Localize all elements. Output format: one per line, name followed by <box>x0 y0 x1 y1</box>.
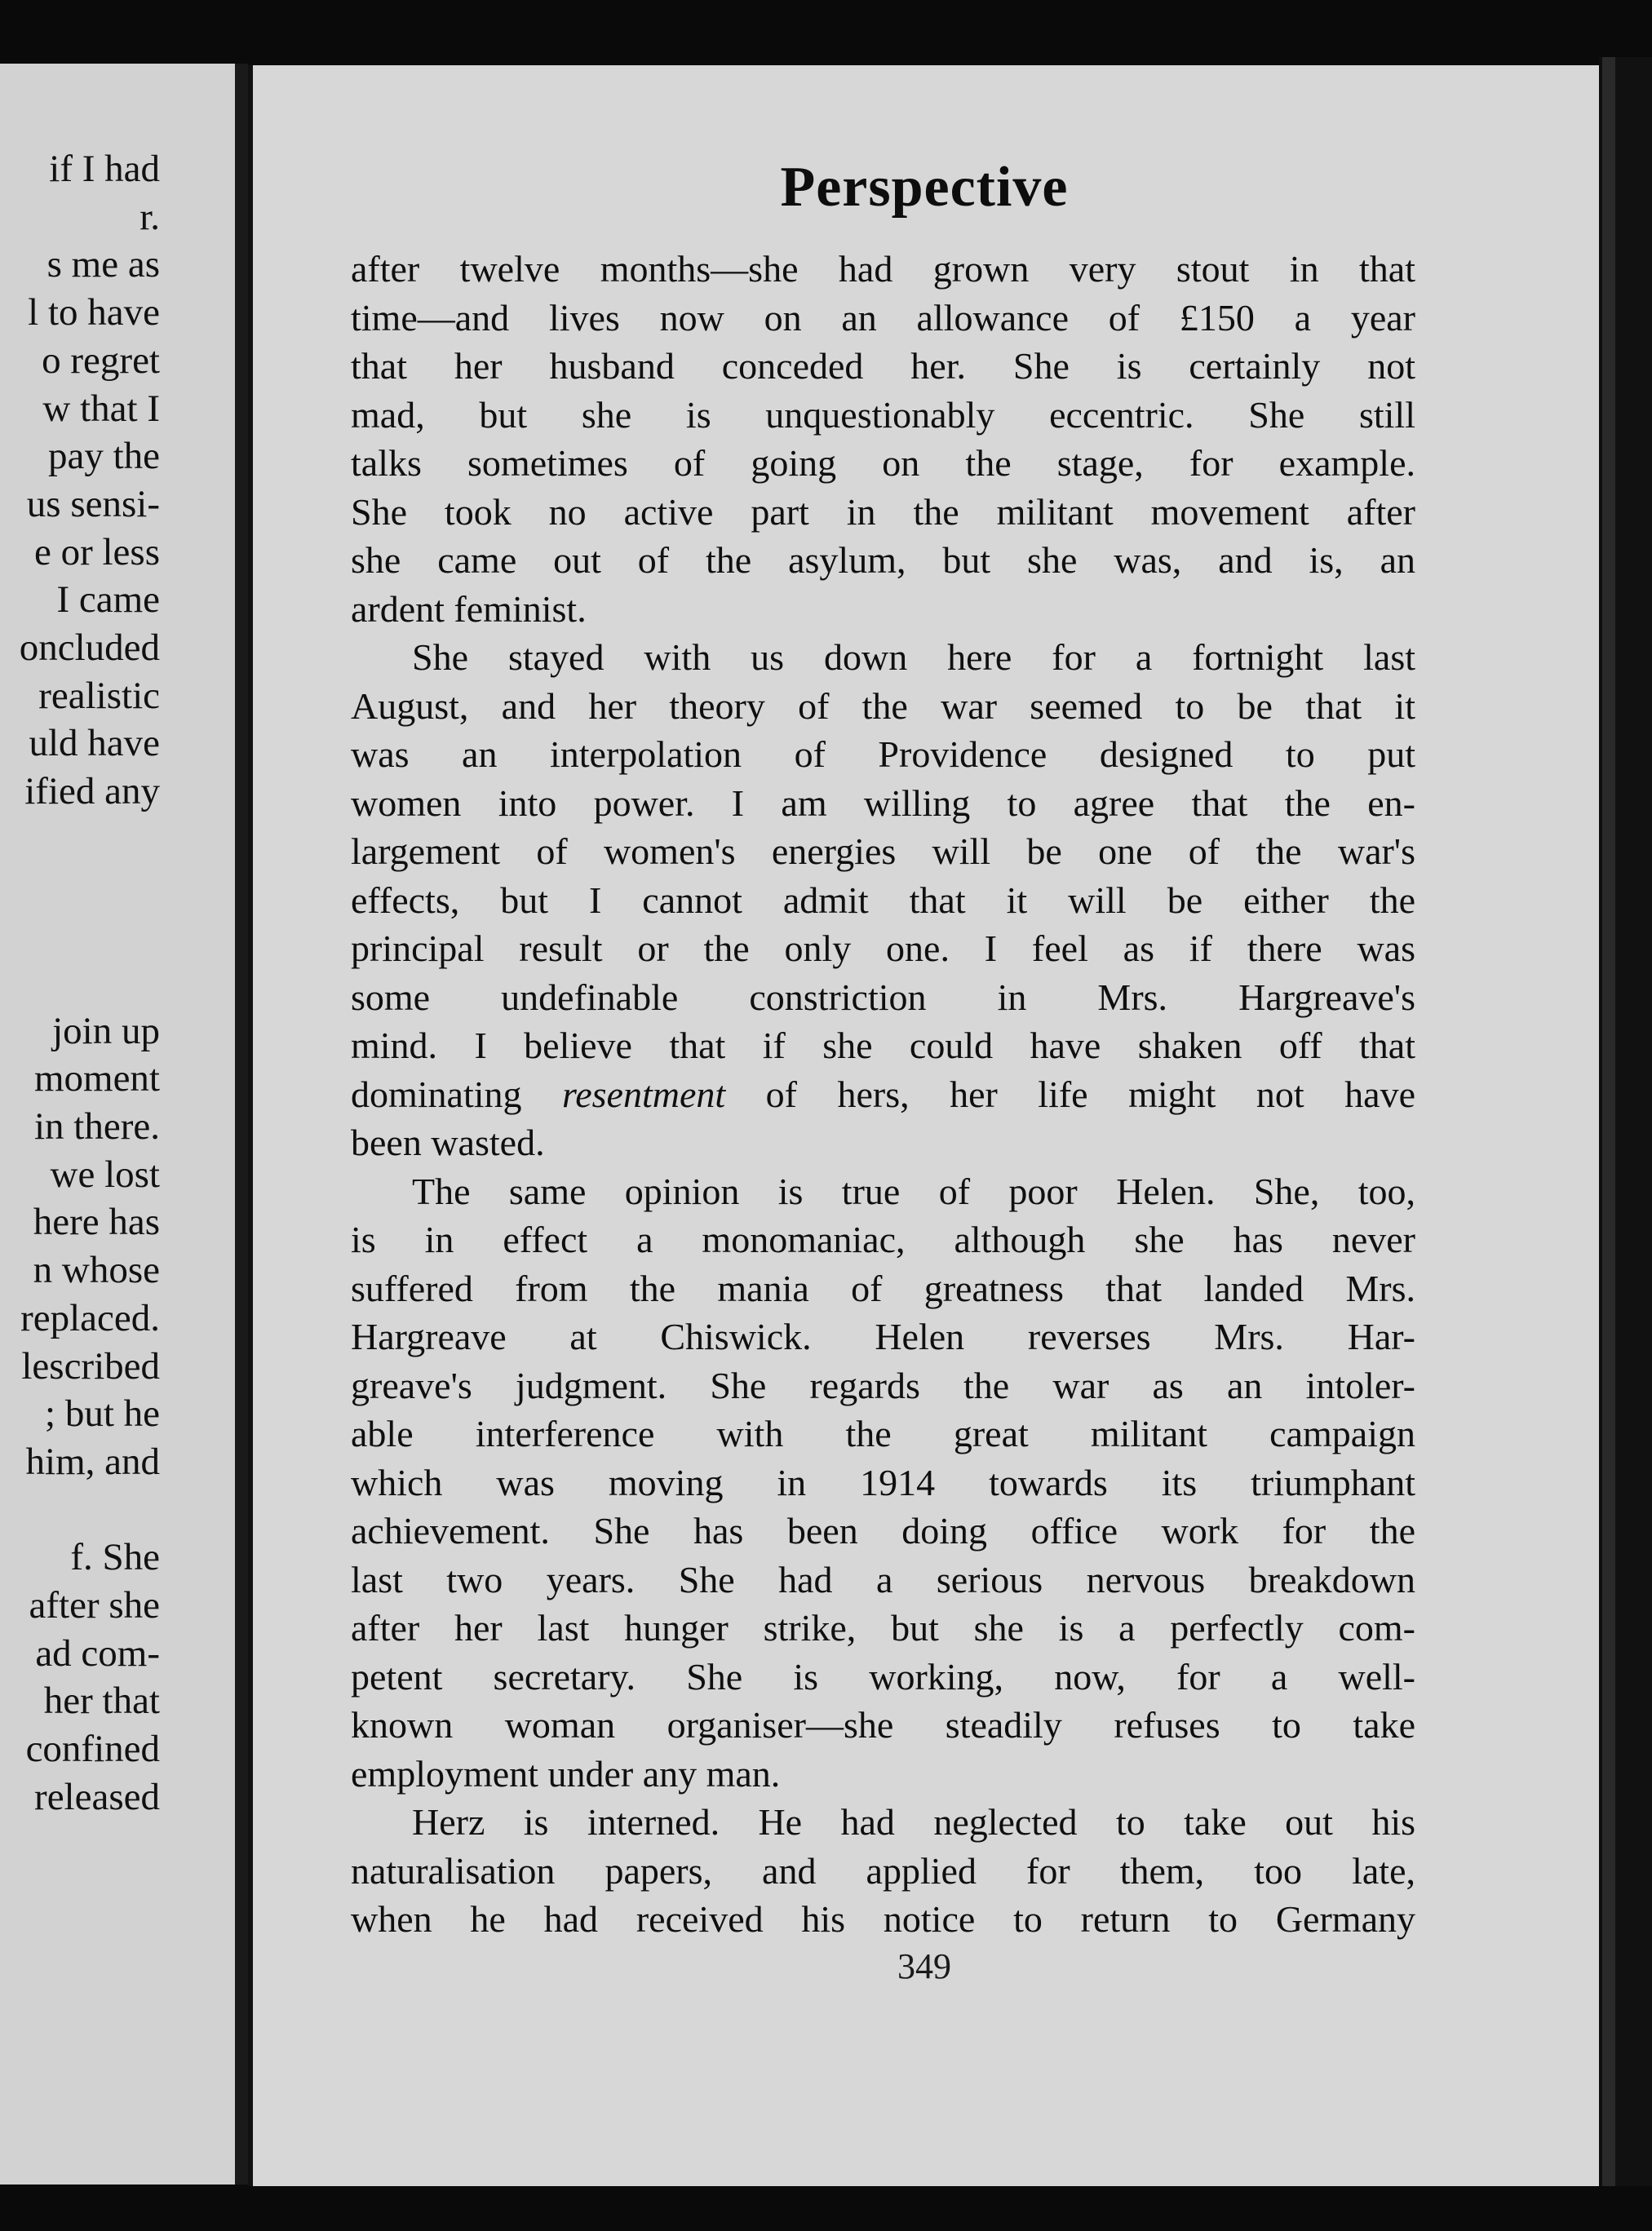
text-line: achievement. She has been doing office work for the <box>351 1510 1415 1552</box>
left-page-line: him, and <box>25 1440 160 1483</box>
text-line: able interference with the great militant campaign <box>351 1413 1415 1454</box>
left-page-line: her that <box>43 1680 160 1723</box>
text-line: naturalisation papers, and applied for them, too late, <box>351 1849 1415 1892</box>
left-page-line: pay the <box>47 435 160 478</box>
left-page-line: oncluded <box>19 626 160 669</box>
text-line: known woman organiser—she steadily refuses to take <box>351 1704 1415 1746</box>
book-gutter <box>235 64 248 2185</box>
text-line: principal result or the only one. I feel as if there was <box>351 927 1415 969</box>
left-page-line: confined <box>25 1728 160 1771</box>
text-line: she came out of the asylum, but she was, and is, an <box>351 539 1415 581</box>
text-line: Hargreave at Chiswick. Helen reverses Mrs. Har- <box>351 1316 1415 1357</box>
page-number: 349 <box>897 1946 951 1986</box>
left-page-line: after she <box>29 1584 160 1627</box>
page-running-head: Perspective <box>780 156 1069 219</box>
left-page-line: ; but he <box>45 1392 160 1436</box>
scan-bottom-margin <box>0 2186 1652 2231</box>
text-line: Herz is interned. He had neglected to take out his <box>412 1801 1415 1843</box>
left-page-line: in there. <box>34 1105 160 1148</box>
text-line: time—and lives now on an allowance of £150 a year <box>351 296 1415 339</box>
body-text <box>351 245 1415 1944</box>
left-page-line: here has <box>33 1201 160 1244</box>
text-line: after twelve months—she had grown very stout in that <box>351 248 1415 290</box>
left-page-line: I came <box>56 578 160 622</box>
left-page-line: o regret <box>42 339 160 382</box>
text-line: women into power. I am willing to agree that the en- <box>351 781 1415 824</box>
italic-emphasis: resentment <box>562 1073 726 1115</box>
scan-right-margin <box>1615 57 1652 2194</box>
text-line: that her husband conceded her. She is certainly not <box>351 345 1415 387</box>
text-line: after her last hunger strike, but she is a perfectly com- <box>351 1607 1415 1649</box>
text-line: been wasted. <box>351 1122 545 1163</box>
left-page-line: r. <box>140 195 160 238</box>
text-line: ardent feminist. <box>351 587 587 630</box>
text-line: when he had received his notice to return to Germany <box>351 1898 1415 1940</box>
left-page-line: us sensi- <box>26 482 160 525</box>
text-line: which was moving in 1914 towards its triumphant <box>351 1461 1415 1503</box>
scan-top-margin <box>0 0 1652 64</box>
text-line: last two years. She had a serious nervous breakdown <box>351 1558 1415 1600</box>
left-page-line: n whose <box>33 1249 160 1292</box>
text-line: some undefinable constriction in Mrs. Hargreave's <box>351 976 1415 1018</box>
text-line: dominating resentment of hers, her life might not have <box>351 1073 1415 1115</box>
text-line: greave's judgment. She regards the war as an intoler- <box>351 1364 1415 1406</box>
left-page-line: if I had <box>49 148 160 190</box>
left-page-line: lescribed <box>21 1344 160 1388</box>
left-page-line: join up <box>52 1009 160 1052</box>
text-line: mind. I believe that if she could have shaken off that <box>351 1025 1415 1066</box>
left-page-line: we lost <box>50 1153 160 1196</box>
left-page-line: released <box>34 1775 160 1818</box>
text-line: August, and her theory of the war seemed to be that it <box>351 684 1415 727</box>
text-line: talks sometimes of going on the stage, for example. <box>351 442 1415 484</box>
left-page-line: e or less <box>33 530 160 573</box>
left-facing-page <box>0 64 235 2185</box>
text-line: suffered from the mania of greatness that landed Mrs. <box>351 1267 1415 1309</box>
text-line: She stayed with us down here for a fortnight last <box>412 636 1415 678</box>
text-line: petent secretary. She is working, now, for a well- <box>351 1655 1415 1698</box>
text-line: was an interpolation of Providence designed to put <box>351 733 1415 775</box>
text-line: largement of women's energies will be one of the war's <box>351 830 1415 872</box>
left-page-line: uld have <box>29 722 160 765</box>
text-line: employment under any man. <box>351 1752 781 1795</box>
left-page-line: replaced. <box>20 1296 160 1339</box>
text-line: The same opinion is true of poor Helen. She, too, <box>412 1170 1415 1212</box>
left-page-line: moment <box>33 1057 160 1100</box>
text-line: effects, but I cannot admit that it will be either the <box>351 879 1415 921</box>
left-page-line: ad com- <box>35 1631 160 1675</box>
text-line: She took no active part in the militant movement after <box>351 490 1415 533</box>
text-line: mad, but she is unquestionably eccentric. She still <box>351 393 1415 436</box>
left-page-line: f. She <box>70 1536 160 1579</box>
left-page-line: l to have <box>28 291 160 334</box>
text-line: is in effect a monomaniac, although she has never <box>351 1219 1415 1260</box>
left-page-line: w that I <box>42 387 160 430</box>
left-page-line: realistic <box>38 674 160 717</box>
left-page-line: s me as <box>47 243 160 286</box>
left-page-line: ified any <box>24 770 160 813</box>
